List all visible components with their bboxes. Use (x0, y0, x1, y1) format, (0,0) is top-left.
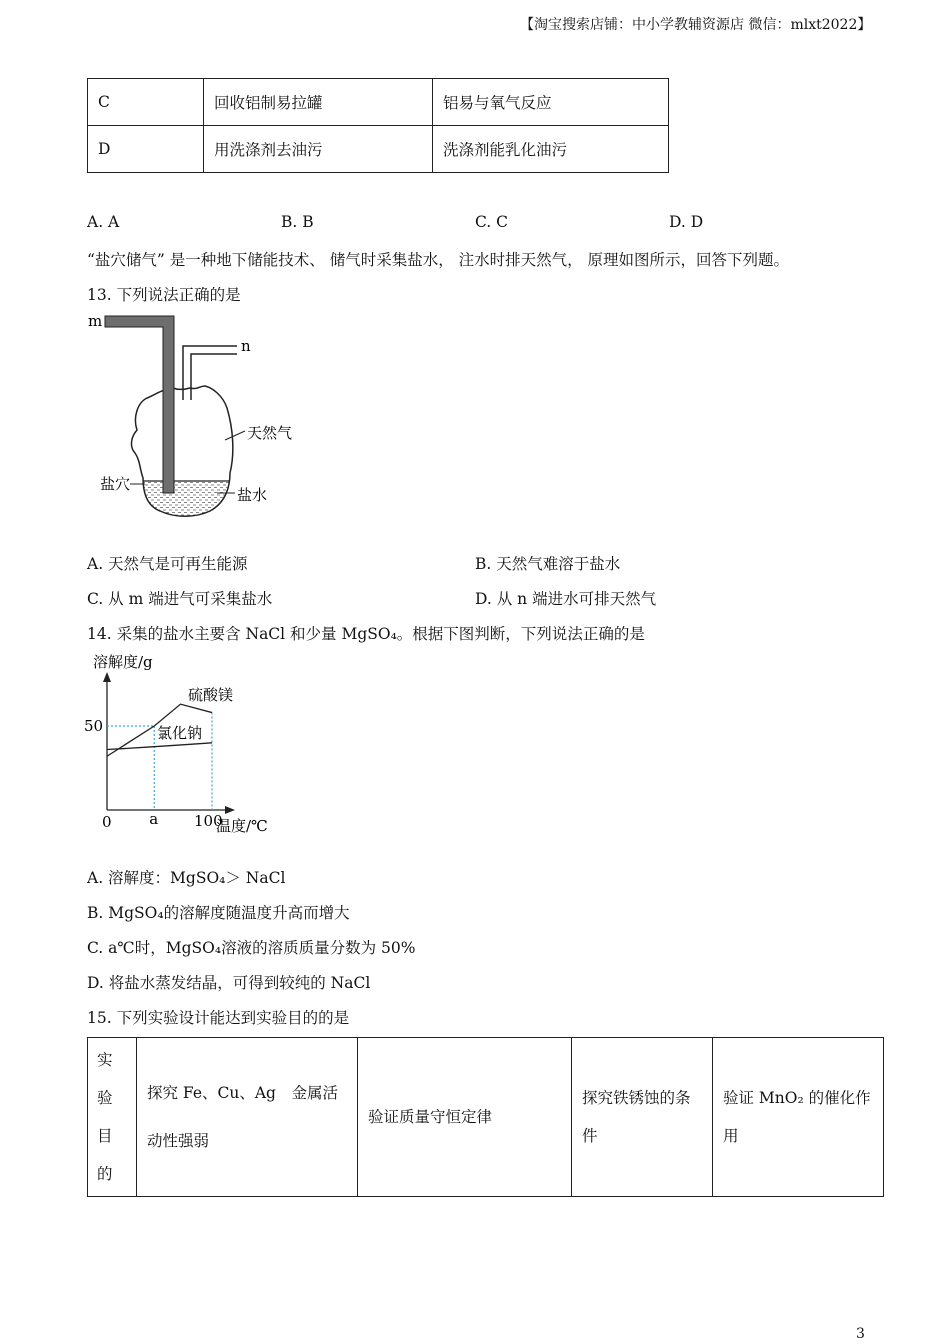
q14-stem: 14. 采集的盐水主要含 NaCl 和少量 MgSO₄。根据下图判断，下列说法正确的是 (87, 625, 645, 643)
q13-option-a: A. 天然气是可再生能源 (87, 555, 248, 573)
q12-option-c: C. C (475, 213, 509, 231)
q12-option-d: D. D (669, 213, 704, 231)
x-axis-label: 温度/℃ (216, 817, 268, 835)
table-cell: 回收铝制易拉罐 (204, 79, 433, 126)
table-cell (358, 1038, 572, 1197)
table-cell (137, 1038, 358, 1197)
q12-option-b: B. B (281, 213, 314, 231)
row-header-cell (88, 1038, 137, 1197)
table-row (88, 1038, 884, 1197)
series-label-mgso4: 硫酸镁 (188, 686, 234, 704)
q13-option-d: D. 从 n 端进水可排天然气 (475, 590, 657, 608)
row-header-char: 的 (97, 1165, 113, 1183)
table-row (88, 79, 669, 126)
series-label-nacl: 氯化钠 (157, 724, 203, 742)
solubility-chart (80, 648, 290, 843)
brine-region (143, 481, 229, 516)
x-axis-arrow (225, 806, 235, 814)
cell-line: 件 (582, 1127, 598, 1145)
cell-line: 验证 MnO₂ 的催化作 (723, 1089, 871, 1107)
x-tick-label-100: 100 (194, 812, 223, 830)
table-cell: C (88, 79, 204, 126)
q13-option-c: C. 从 m 端进气可采集盐水 (87, 590, 273, 608)
table-cell: D (88, 126, 204, 173)
label-brine: 盐水 (237, 486, 268, 504)
q15-stem: 15. 下列实验设计能达到实验目的的是 (87, 1009, 350, 1027)
page-header: 【淘宝搜索店铺：中小学教辅资源店 微信：mlxt2022】 (520, 17, 872, 33)
label-n: n (241, 337, 251, 355)
q13-option-b: B. 天然气难溶于盐水 (475, 555, 621, 573)
table-row (88, 126, 669, 173)
x-tick-label-0: 0 (102, 813, 112, 831)
salt-cave-diagram (85, 308, 315, 523)
table-cell (713, 1038, 884, 1197)
q13-stem: 13. 下列说法正确的是 (87, 286, 241, 304)
cell-line: 探究铁锈蚀的条 (582, 1089, 691, 1107)
pipe-n (183, 346, 237, 400)
q14-option-d: D. 将盐水蒸发结晶，可得到较纯的 NaCl (87, 974, 371, 992)
q14-option-b: B. MgSO₄的溶解度随温度升高而增大 (87, 904, 350, 922)
cell-line: 用 (723, 1127, 739, 1145)
label-salt-cave: 盐穴 (100, 475, 131, 493)
cell-line: 探究 Fe、Cu、Ag 金属活 (147, 1084, 338, 1102)
table-cell: 用洗涤剂去油污 (204, 126, 433, 173)
table-cell (572, 1038, 713, 1197)
x-tick-label-a: a (149, 810, 159, 828)
row-header-char: 目 (97, 1127, 113, 1145)
table-cell: 洗涤剂能乳化油污 (433, 126, 669, 173)
label-natural-gas: 天然气 (247, 424, 293, 442)
y-axis-label: 溶解度/g (93, 653, 153, 671)
page-number: 3 (856, 1326, 865, 1342)
intro-text: “盐穴储气” 是一种地下储能技术、 储气时采集盐水， 注水时排天然气， 原理如图所示，回答下列题。 (87, 251, 790, 269)
table-cell: 铝易与氧气反应 (433, 79, 669, 126)
leader-line (225, 431, 245, 440)
q14-option-c: C. a℃时，MgSO₄溶液的溶质质量分数为 50% (87, 939, 416, 957)
cell-line: 动性强弱 (147, 1132, 210, 1150)
y-axis-arrow (103, 672, 111, 682)
options-table-continued (87, 78, 669, 173)
label-m: m (88, 312, 103, 330)
row-header-char: 实 (97, 1051, 113, 1069)
q14-option-a: A. 溶解度：MgSO₄＞ NaCl (87, 869, 286, 887)
experiment-table (87, 1037, 884, 1197)
q12-option-a: A. A (87, 213, 120, 231)
row-header-char: 验 (97, 1089, 113, 1107)
cell-line: 验证质量守恒定律 (368, 1108, 493, 1126)
y-tick-label-50: 50 (84, 717, 104, 735)
